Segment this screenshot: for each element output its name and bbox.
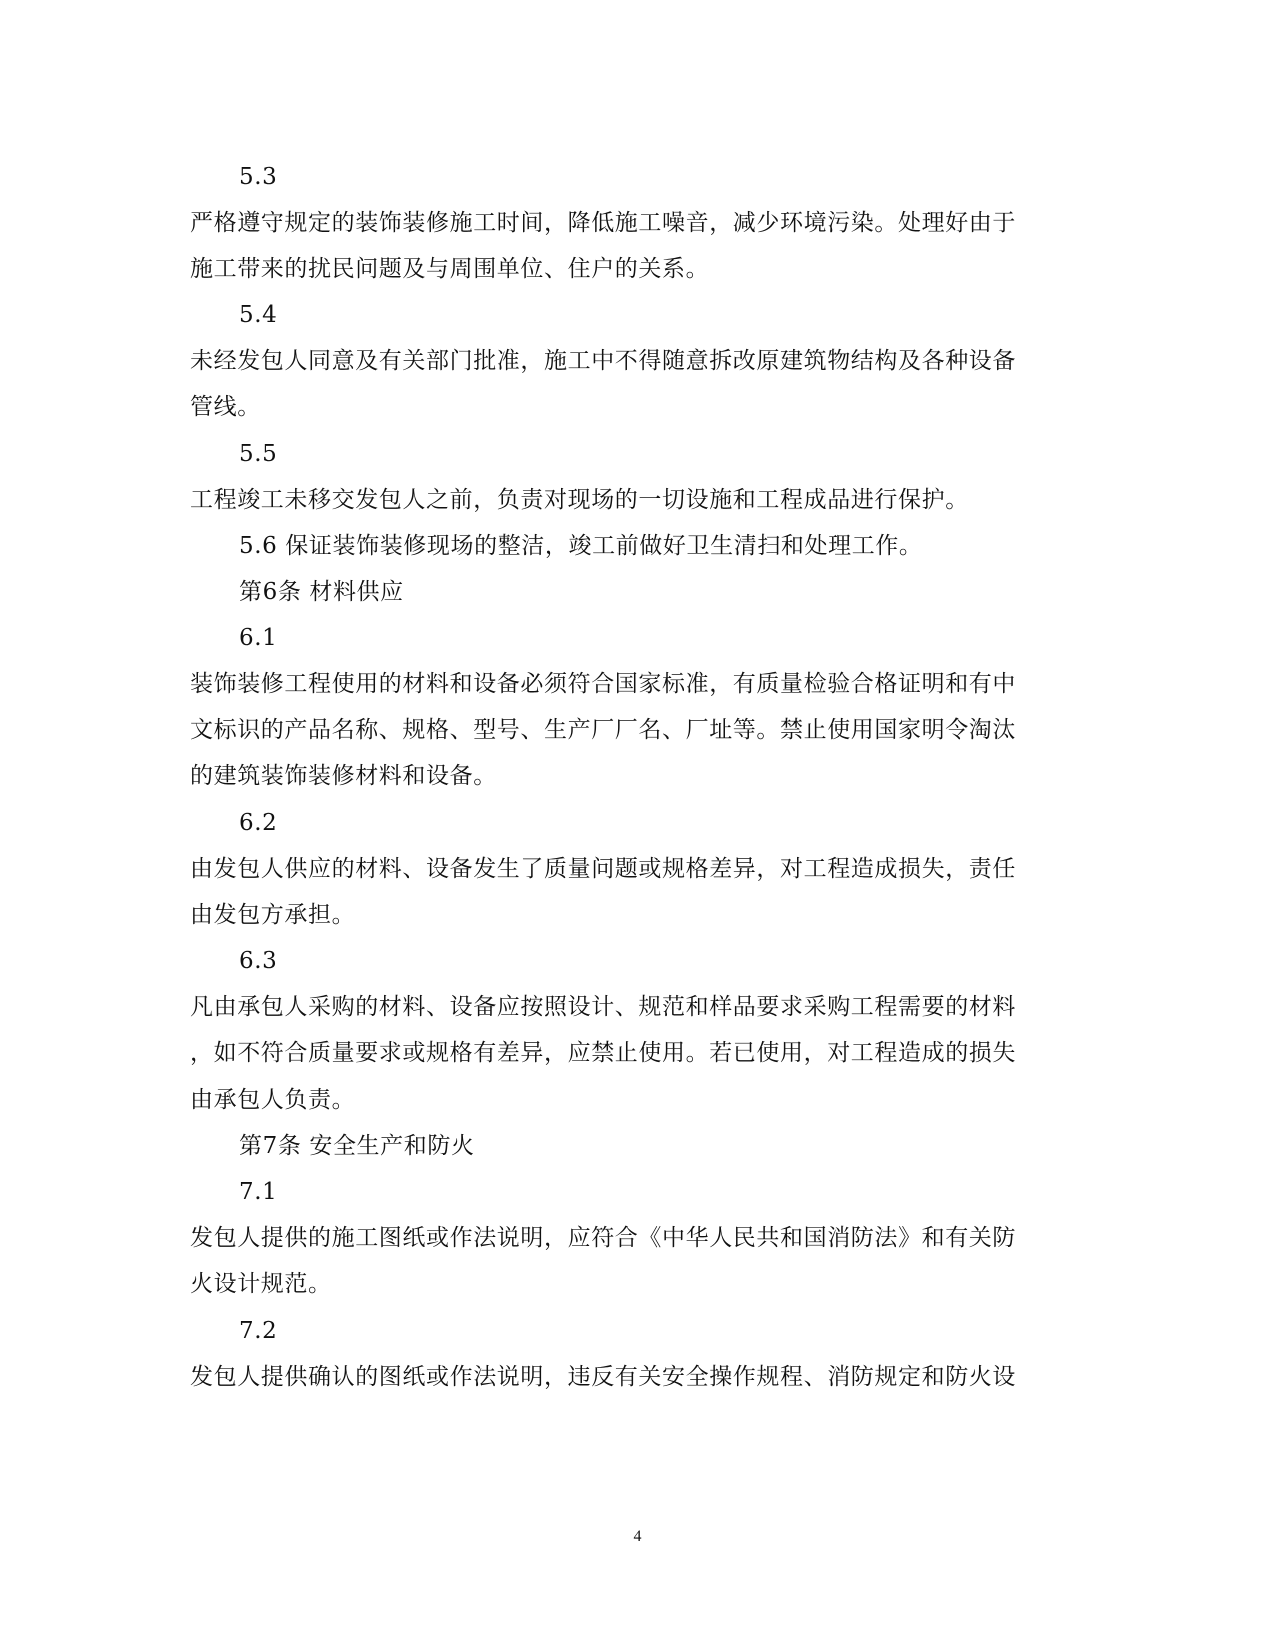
article-heading: 第6条 材料供应 <box>239 579 404 605</box>
clause-number: 7.2 <box>239 1318 278 1344</box>
paragraph-line: 由发包人供应的材料、设备发生了质量问题或规格差异，对工程造成损失，责任 <box>190 856 1016 882</box>
paragraph-line: 发包人提供确认的图纸或作法说明，违反有关安全操作规程、消防规定和防火设 <box>190 1364 1016 1390</box>
paragraph-line: 严格遵守规定的装饰装修施工时间，降低施工噪音，减少环境污染。处理好由于 <box>190 210 1016 236</box>
paragraph-line: 文标识的产品名称、规格、型号、生产厂厂名、厂址等。禁止使用国家明令淘汰 <box>190 717 1016 743</box>
paragraph-line: 由发包方承担。 <box>190 902 356 928</box>
clause-number: 7.1 <box>239 1179 278 1205</box>
page-number: 4 <box>633 1528 642 1545</box>
paragraph-line: 施工带来的扰民问题及与周围单位、住户的关系。 <box>190 256 710 282</box>
clause-line: 5.6 保证装饰装修现场的整洁，竣工前做好卫生清扫和处理工作。 <box>239 533 923 559</box>
paragraph-line: 由承包人负责。 <box>190 1087 356 1113</box>
clause-number: 6.2 <box>239 810 278 836</box>
clause-number: 6.1 <box>239 625 278 651</box>
paragraph-line: 发包人提供的施工图纸或作法说明，应符合《中华人民共和国消防法》和有关防 <box>190 1225 1016 1251</box>
paragraph-line: 装饰装修工程使用的材料和设备必须符合国家标准，有质量检验合格证明和有中 <box>190 671 1016 697</box>
paragraph-line: ，如不符合质量要求或规格有差异，应禁止使用。若已使用，对工程造成的损失 <box>190 1040 1016 1066</box>
clause-number: 5.3 <box>239 164 278 190</box>
paragraph-line: 凡由承包人采购的材料、设备应按照设计、规范和样品要求采购工程需要的材料 <box>190 994 1016 1020</box>
paragraph-line: 工程竣工未移交发包人之前，负责对现场的一切设施和工程成品进行保护。 <box>190 487 969 513</box>
article-heading: 第7条 安全生产和防火 <box>239 1133 475 1159</box>
clause-number: 5.5 <box>239 441 278 467</box>
clause-number: 5.4 <box>239 302 278 328</box>
clause-number: 6.3 <box>239 948 278 974</box>
paragraph-line: 火设计规范。 <box>190 1271 332 1297</box>
paragraph-line: 管线。 <box>190 394 261 420</box>
paragraph-line: 未经发包人同意及有关部门批准，施工中不得随意拆改原建筑物结构及各种设备 <box>190 348 1016 374</box>
paragraph-line: 的建筑装饰装修材料和设备。 <box>190 763 497 789</box>
